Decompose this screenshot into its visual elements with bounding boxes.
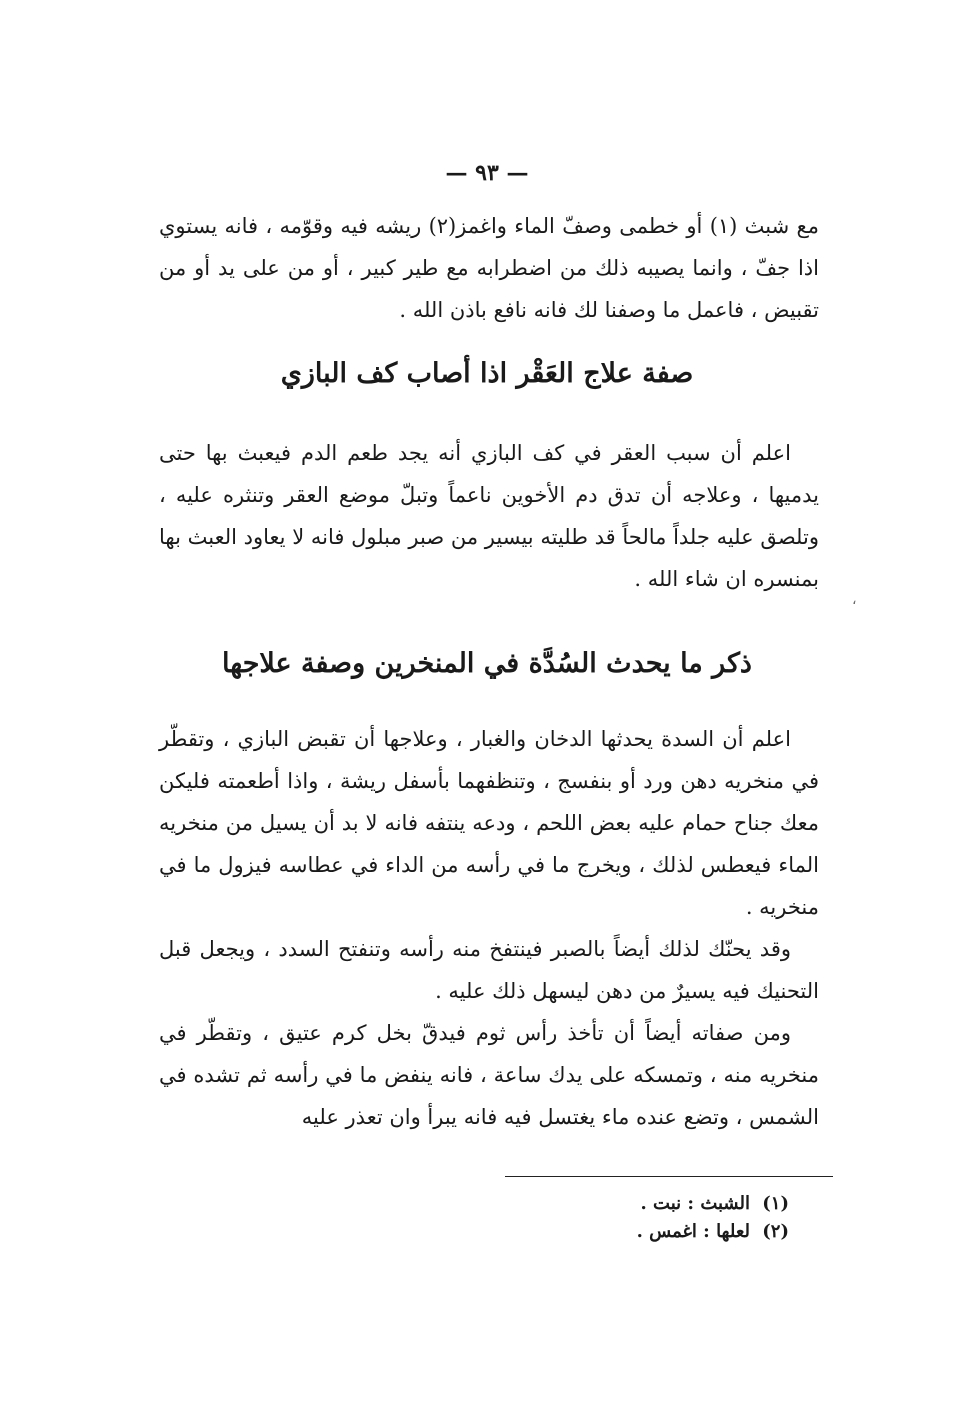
footnote-2 bbox=[489, 1218, 789, 1246]
page-number: — ٩٣ — bbox=[445, 160, 529, 186]
footnote-1 bbox=[489, 1190, 789, 1218]
section-2-paragraph-3: ومن صفاته أيضاً أن تأخذ رأس ثوم فيدقّ بخل كرم عتيق ، وتقطّر في منخريه منه ، وتمسكه على يدك ساعة ، فانه ينفض ما في رأسه ثم تشده في الشمس ، وتضع عنده ماء يغتسل فيه فانه يبرأ وان تعذر عليه bbox=[159, 1021, 819, 1129]
footnote-divider bbox=[505, 1176, 833, 1177]
footnote-2-number: (٢) bbox=[762, 1221, 789, 1242]
footnote-2-text: لعلها : اغمس . bbox=[636, 1221, 750, 1242]
section-2-paragraph-1: اعلم أن السدة يحدثها الدخان والغبار ، وعلاجها أن تقبض البازي ، وتقطّر في منخريه دهن ورد أو بنفسج ، وتنظفهما بأسفل ريشة ، واذا أطعمته فليكن معك جناح حمام عليه بعض اللحم ، ودعه ينتفه فانه لا بد أن يسيل من منخريه الماء فيعطس لذلك ، ويخرج ما في رأسه من الداء في عطاسه فيزول ما في منخريه . bbox=[159, 727, 819, 919]
section-2-paragraph-2: وقد يحنّك لذلك أيضاً بالصبر فينتفخ منه رأسه وتنفتح السدد ، ويجعل قبل التحنيك فيه يسيرٌ من دهن ليسهل ذلك عليه . bbox=[159, 937, 819, 1003]
margin-mark: ، bbox=[852, 592, 857, 608]
footnote-1-number: (١) bbox=[762, 1193, 789, 1214]
section-1-paragraph: اعلم أن سبب العقر في كف البازي أنه يجد طعم الدم فيعبث بها حتى يدميها ، وعلاجه أن تدق دم الأخوين ناعماً وتبلّ موضع العقر وتنثره عليه ، وتلصق عليه جلداً مالحاً قد طليته بيسير من صبر مبلول فانه لا يعاود العبث بها بمنسره ان شاء الله . bbox=[159, 441, 819, 591]
intro-paragraph: مع شبث (١) أو خطمى وصفّ الماء واغمز(٢) ريشه فيه وقوّمه ، فانه يستوي اذا جفّ ، وانما يصيبه ذلك من اضطرابه مع طير كبير ، أو من على يد أو من تقبيض ، فاعمل ما وصفنا لك فانه نافع باذن الله . bbox=[159, 214, 819, 322]
footnotes bbox=[489, 1190, 789, 1246]
section-heading-nostril-blockage: ذكر ما يحدث السُدَّة في المنخرين وصفة علاجها bbox=[222, 648, 752, 679]
footnote-1-text: الشبث : نبت . bbox=[640, 1193, 750, 1214]
section-2-text-block bbox=[159, 718, 819, 1138]
intro-text-block bbox=[159, 205, 819, 331]
section-heading-heel-wound: صفة علاج العَقْر اذا أصاب كف البازي bbox=[280, 358, 694, 389]
section-1-text-block bbox=[159, 432, 819, 600]
